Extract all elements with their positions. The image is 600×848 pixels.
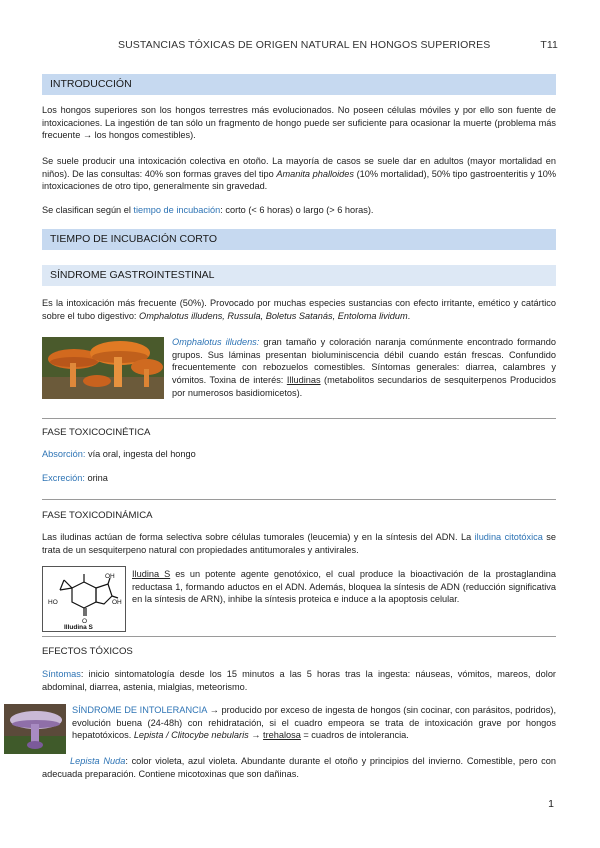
- dynamics-paragraph-1: Las iludinas actúan de forma selectiva sobre células tumorales (leucemia) y en la síntesis del ADN. La iludina citotóxica se trata de un sesquiterpeno natural con propiedades antitumorales y antivirales.: [42, 532, 556, 555]
- absorption-label: Absorción:: [42, 449, 86, 459]
- lepista-name: Lepista Nuda: [70, 756, 126, 766]
- intolerance-label: SÍNDROME DE INTOLERANCIA: [72, 705, 207, 715]
- iludina-s-term: Iludina S: [132, 569, 171, 579]
- absorption-line: Absorción: vía oral, ingesta del hongo: [42, 449, 196, 459]
- intro-paragraph-2: Se suele producir una intoxicación colectiva en otoño. La mayoría de casos se suele dar en adultos (mayor mortalidad en niños). De las consultas: 40% son formas graves del tipo Amanita phalloides (10% mortalidad), 50% tipo gastroenteritis y 10% intoxicaciones de otro tipo, generalmente sin gravedad.: [42, 156, 557, 192]
- page-number: 1: [548, 798, 554, 810]
- toxicokinetics-heading: FASE TOXICOCINÉTICA: [42, 427, 151, 438]
- intro-paragraph-1: Los hongos superiores son los hongos terrestres más evolucionados. No poseen células móviles y por ello son fuente de intoxicaciones. La ingestión de tan sólo un fragmento de hongo puede ser suficiente para ocasionar la muerte (problema más frecuente → los hongos comestibles).: [42, 105, 556, 141]
- clitocybe-species: Lepista / Clitocybe nebularis: [133, 730, 249, 741]
- toxicodynamics-heading: FASE TOXICODINÁMICA: [42, 510, 153, 521]
- trehalosa-term: trehalosa: [263, 730, 301, 741]
- symptoms-paragraph: Síntomas: inicio sintomatología desde los 15 minutos a las 5 horas tras la ingesta: náuseas, vómitos, mareos, dolor abdominal, diarrea, astenia, mialgias, meteorismo.: [42, 669, 556, 692]
- topic-code: T11: [540, 39, 558, 51]
- intolerance-paragraph: SÍNDROME DE INTOLERANCIA → producido por exceso de ingesta de hongos (sin cocinar, con parásitos, podridos), evolución buena (24-48h) con rehidratación, si el cuadro empeora se trata de intoxicación grave por hongos hepatotóxicos. Lepista / Clitocybe nebularis → trehalosa = cuadros de intolerancia.: [72, 705, 556, 741]
- document-title: SUSTANCIAS TÓXICAS DE ORIGEN NATURAL EN HONGOS SUPERIORES: [118, 39, 491, 51]
- omphalotus-paragraph: Omphalotus illudens: gran tamaño y coloración naranja comúnmente encontrado formando grupos. Sus láminas presentan bioluminiscencia débil cuando están frescas. Confundido frecuentemente con rebozuelos comestibles. Síntomas generales: diarrea, calambres y vómitos. Toxina de interés: Illudinas (metabolitos secundarios de sesquiterpenos Producidos por numerosos basidiomicetos).: [172, 337, 557, 398]
- divider: [42, 636, 556, 637]
- page-header: [118, 38, 558, 52]
- structure-label: Illudina S: [64, 624, 93, 631]
- section-heading-introduction: INTRODUCCIÓN: [42, 74, 556, 95]
- omphalotus-photo: [42, 337, 164, 399]
- lepista-photo: [4, 704, 66, 754]
- structure-oh-top: OH: [105, 573, 115, 580]
- species-name: Amanita phalloides: [276, 168, 354, 179]
- excretion-label: Excreción:: [42, 473, 85, 483]
- symptoms-label: Síntomas: [42, 669, 81, 679]
- illudin-s-structure-diagram: [42, 566, 126, 632]
- divider: [42, 418, 556, 419]
- illudinas-term: Illudinas: [286, 375, 321, 386]
- incubation-term: tiempo de incubación: [133, 205, 221, 215]
- lepista-paragraph: Lepista Nuda: color violeta, azul violeta. Abundante durante el otoño y principios del invierno. Comestible, pero con adecuada preparación. Contiene micotoxinas que son dañinas.: [42, 756, 556, 779]
- species-list: Omphalotus illudens, Russula, Boletus Satanás, Entoloma lividum: [139, 310, 408, 321]
- omphalotus-name: Omphalotus illudens:: [172, 337, 260, 347]
- iludina-citotoxica-term: iludina citotóxica: [474, 532, 543, 542]
- intro-paragraph-3: Se clasifican según el tiempo de incubación: corto (< 6 horas) o largo (> 6 horas).: [42, 205, 374, 215]
- structure-oh-right: OH: [112, 599, 122, 606]
- subsection-heading-gastrointestinal: SÍNDROME GASTROINTESTINAL: [42, 265, 556, 286]
- structure-ho: HO: [48, 599, 58, 606]
- toxic-effects-heading: EFECTOS TÓXICOS: [42, 646, 133, 657]
- excretion-line: Excreción: orina: [42, 473, 108, 483]
- section-heading-short-incubation: TIEMPO DE INCUBACIÓN CORTO: [42, 229, 556, 250]
- iludina-s-paragraph: Iludina S es un potente agente genotóxico, el cual produce la bioactivación de la prostaglandina reductasa 1, formando aductos en el ADN. Además, bloquea la síntesis de ADN (reducción significativa en la síntesis de ARN), inhibe la síntesis proteica e induce a la apoptosis celular.: [132, 569, 556, 605]
- structure-oxygen: O: [82, 618, 88, 625]
- gastro-paragraph: Es la intoxicación más frecuente (50%). Provocado por muchas especies sustancias con efecto irritante, emético y catártico sobre el tubo digestivo: Omphalotus illudens, Russula, Boletus Satanás, Entoloma lividum.: [42, 298, 556, 321]
- divider: [42, 499, 556, 500]
